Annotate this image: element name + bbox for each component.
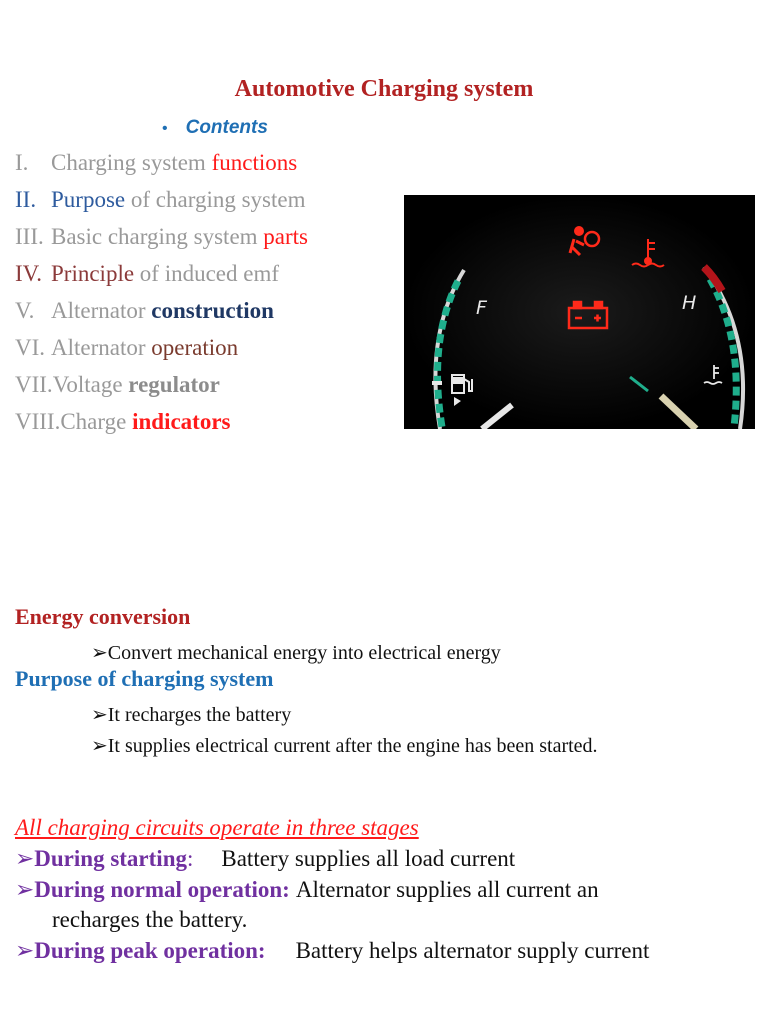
toc-number: I. xyxy=(15,150,29,175)
toc-item-construction xyxy=(15,298,274,324)
stage-starting xyxy=(15,846,515,872)
toc-number: III. xyxy=(15,224,44,249)
contents-heading xyxy=(162,117,268,139)
toc-text: of induced emf xyxy=(134,261,280,286)
stage-text: Alternator supplies all current an xyxy=(295,877,599,902)
energy-heading: Energy conversion xyxy=(15,604,191,629)
toc-text: Basic charging system xyxy=(51,224,264,249)
toc-number: II. xyxy=(15,187,37,212)
page-title: Automotive Charging system xyxy=(234,76,534,102)
toc-text: Alternator xyxy=(51,335,152,360)
toc-number: IV. xyxy=(15,261,43,286)
toc-text: Alternator xyxy=(51,298,152,323)
toc-keyword: parts xyxy=(263,224,309,249)
list-item xyxy=(91,640,501,665)
stage-peak xyxy=(15,938,649,964)
toc-number: VII. xyxy=(15,372,53,397)
toc-text: of charging system xyxy=(125,187,306,212)
arrow-bullet-icon: ➢ xyxy=(15,877,35,902)
stages-heading: All charging circuits operate in three stages xyxy=(15,815,419,840)
arrow-bullet-icon: ➢ xyxy=(91,704,108,726)
dashboard-image xyxy=(404,195,755,429)
bullet-text: Convert mechanical energy into electrical energy xyxy=(107,642,501,664)
toc-item-indicators xyxy=(15,409,231,435)
temp-hot-letter: H xyxy=(682,292,697,314)
toc-number: VIII. xyxy=(15,409,61,434)
toc-keyword: Principle xyxy=(51,261,135,286)
stage-label: During normal operation: xyxy=(34,877,290,902)
toc-keyword: regulator xyxy=(128,372,220,397)
bullet-text: It supplies electrical current after the engine has been started. xyxy=(107,735,598,757)
fuel-empty-mark xyxy=(432,381,442,385)
contents-label: Contents xyxy=(185,117,268,138)
toc-keyword: construction xyxy=(151,298,274,323)
toc-text: Charge xyxy=(60,409,133,434)
stage-normal-continuation: recharges the battery. xyxy=(52,907,248,932)
bullet-text: It recharges the battery xyxy=(107,704,292,726)
fuel-full-letter: F xyxy=(476,297,487,319)
toc-item-regulator xyxy=(15,372,220,398)
toc-keyword: Purpose xyxy=(51,187,126,212)
stage-separator: : xyxy=(186,846,194,871)
stage-label: During starting xyxy=(34,846,187,871)
toc-item-operation xyxy=(15,335,238,361)
purpose-heading: Purpose of charging system xyxy=(15,666,274,691)
toc-item-principle xyxy=(15,261,279,287)
contents-bullet: • xyxy=(162,120,168,137)
dashboard-gauges xyxy=(404,195,755,429)
stage-text: Battery helps alternator supply current xyxy=(295,938,650,963)
toc-keyword: indicators xyxy=(132,409,231,434)
stage-label: During peak operation: xyxy=(34,938,266,963)
toc-item-functions xyxy=(15,150,297,176)
list-item xyxy=(91,733,598,758)
arrow-bullet-icon: ➢ xyxy=(15,938,35,963)
arrow-bullet-icon: ➢ xyxy=(91,642,108,664)
list-item xyxy=(91,702,291,727)
toc-item-parts xyxy=(15,224,308,250)
arrow-bullet-icon: ➢ xyxy=(15,846,35,871)
toc-item-purpose xyxy=(15,187,305,213)
toc-keyword: operation xyxy=(151,335,239,360)
toc-number: VI. xyxy=(15,335,46,360)
stage-normal xyxy=(15,877,599,903)
toc-text: Voltage xyxy=(52,372,129,397)
toc-text: Charging system xyxy=(51,150,212,175)
arrow-bullet-icon: ➢ xyxy=(91,735,108,757)
toc-keyword: functions xyxy=(211,150,298,175)
toc-number: V. xyxy=(15,298,35,323)
stage-text: Battery supplies all load current xyxy=(221,846,516,871)
